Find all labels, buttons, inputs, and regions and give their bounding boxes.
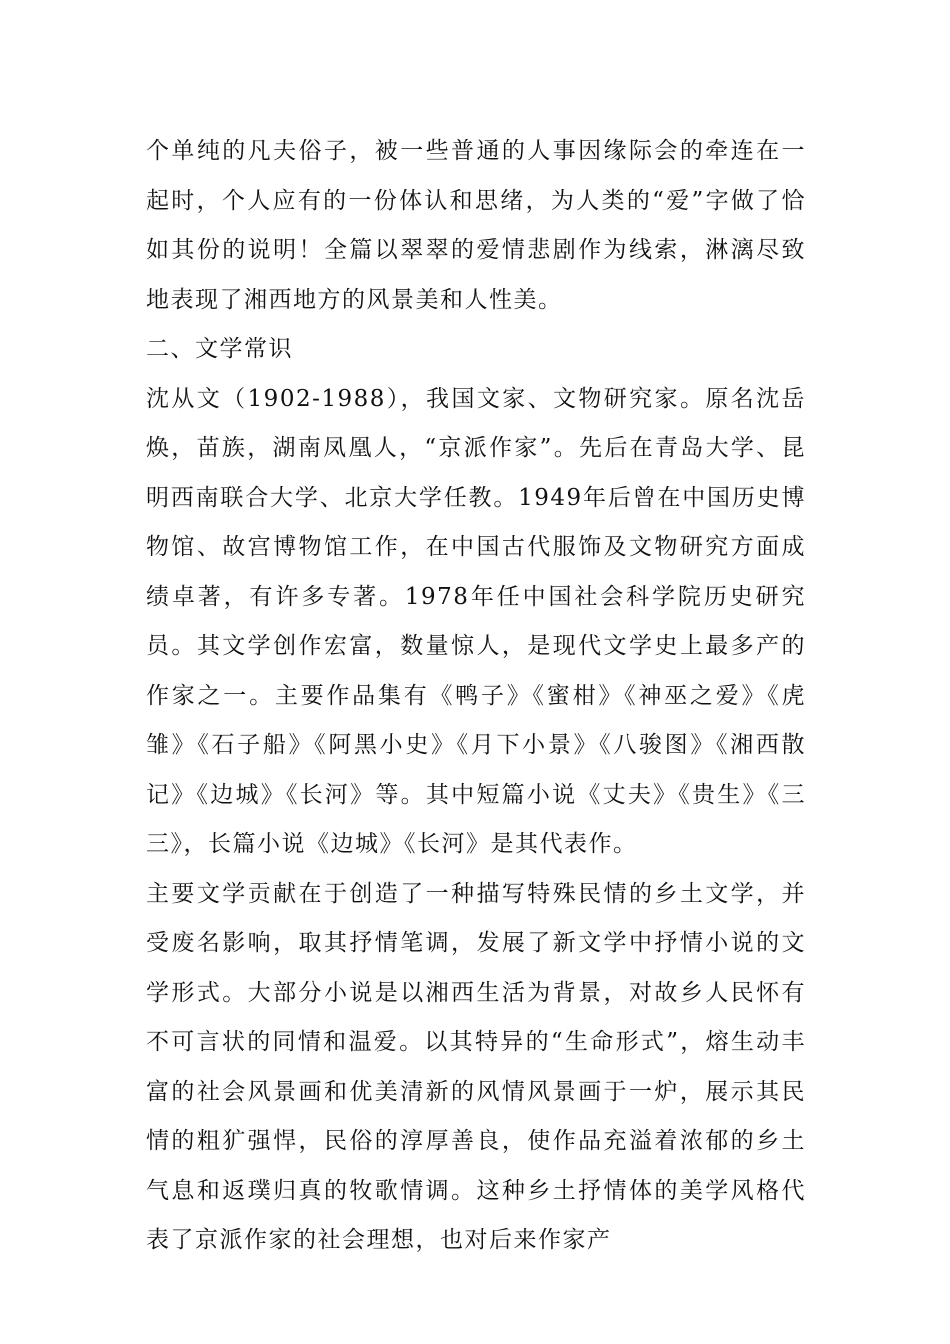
paragraph-biography: 沈从文（1902-1988），我国文家、文物研究家。原名沈岳焕，苗族，湖南凤凰人，“京派作家”。先后在青岛大学、昆明西南联合大学、北京大学任教。1949年后曾在中国历史博物馆、故宫博物馆工作，在中国古代服饰及文物研究方面成绩卓著，有许多专著。1978年任中国社会科学院历史研究员。其文学创作宏富，数量惊人，是现代文学史上最多产的作家之一。主要作品集有《鸭子》《蜜柑》《神巫之爱》《虎雏》《石子船》《阿黑小史》《月下小景》《八骏图》《湘西散记》《边城》《长河》等。其中短篇小说《丈夫》《贵生》《三三》，长篇小说《边城》《长河》是其代表作。	[146, 385, 806, 857]
paragraph-contribution: 主要文学贡献在于创造了一种描写特殊民情的乡土文学，并受废名影响，取其抒情笔调，发展了新文学中抒情小说的文学形式。大部分小说是以湘西生活为背景，对故乡人民怀有不可言状的同情和温爱。以其特异的“生命形式”，熔生动丰富的社会风景画和优美清新的风情风景画于一炉，展示其民情的粗犷强悍，民俗的淳厚善良，使作品充溢着浓郁的乡土气息和返璞归真的牧歌情调。这种乡土抒情体的美学风格代表了京派作家的社会理想，也对后来作家产	[146, 880, 806, 1253]
paragraph-continuation: 个单纯的凡夫俗子，被一些普通的人事因缘际会的牵连在一起时，个人应有的一份体认和思绪，为人类的“爱”字做了恰如其份的说明！全篇以翠翠的爱情悲剧作为线索，淋漓尽致地表现了湘西地方的风景美和人性美。	[146, 138, 806, 313]
document-body	[146, 127, 806, 1266]
section-heading: 二、文学常识	[146, 336, 293, 362]
